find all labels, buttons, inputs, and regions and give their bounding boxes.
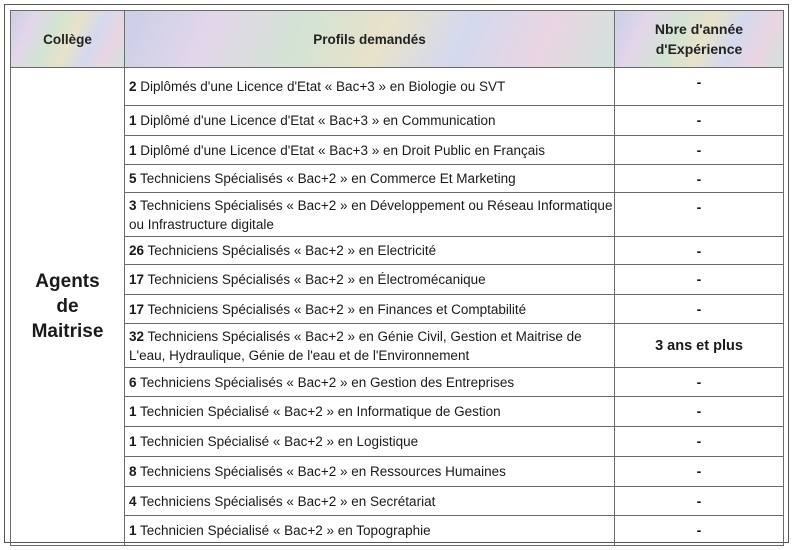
profil-cell — [125, 295, 615, 324]
profil-cell — [125, 136, 615, 165]
profil-text: Technicien Spécialisé « Bac+2 » en Informatique de Gestion — [140, 404, 501, 419]
table-row — [11, 237, 784, 265]
table-row — [11, 68, 784, 106]
profil-cell — [125, 457, 615, 487]
experience-cell: - — [615, 516, 784, 546]
experience-cell: - — [615, 136, 784, 165]
profil-text: Techniciens Spécialisés « Bac+2 » en Génie Civil, Gestion et Maitrise de L'eau, Hydraulique, Génie de l'eau et de l'Environnement — [129, 328, 582, 363]
college-line3: Maitrise — [31, 321, 104, 342]
table-row — [11, 457, 784, 487]
header-experience-line1: Nbre d'année — [654, 21, 744, 37]
experience-cell: - — [615, 427, 784, 457]
profil-text: Diplômés d'une Licence d'Etat « Bac+3 » en Biologie ou SVT — [140, 79, 506, 94]
header-row — [11, 11, 784, 68]
profil-cell — [125, 193, 615, 237]
profil-text: Technicien Spécialisé « Bac+2 » en Topographie — [140, 523, 431, 538]
profil-cell — [125, 397, 615, 427]
profil-cell — [125, 68, 615, 106]
profil-text: Technicien Spécialisé « Bac+2 » en Logistique — [140, 434, 419, 449]
profil-cell — [125, 265, 615, 295]
college-line1: Agents — [35, 271, 100, 292]
table-row — [11, 397, 784, 427]
profil-count: 32 — [129, 328, 145, 344]
experience-cell: - — [615, 68, 784, 106]
profil-cell — [125, 106, 615, 136]
profil-text: Techniciens Spécialisés « Bac+2 » en Secrétariat — [140, 493, 436, 509]
profil-count: 1 — [129, 404, 137, 419]
profil-cell — [125, 324, 615, 368]
profil-count: 6 — [129, 374, 137, 390]
experience-cell: - — [615, 295, 784, 324]
profil-text: Techniciens Spécialisés « Bac+2 » en Développement ou Réseau Informatique ou Infrastructure digitale — [129, 197, 613, 232]
profil-count: 1 — [129, 142, 137, 158]
profil-count: 1 — [129, 434, 137, 449]
profil-text: Diplômé d'une Licence d'Etat « Bac+3 » en Droit Public en Français — [140, 142, 546, 158]
profil-text: Techniciens Spécialisés « Bac+2 » en Gestion des Entreprises — [140, 374, 515, 390]
table-row — [11, 136, 784, 165]
header-experience-line2: d'Expérience — [655, 41, 743, 57]
experience-cell: - — [615, 457, 784, 487]
profil-count: 17 — [129, 301, 145, 317]
header-college: Collège — [11, 11, 125, 68]
profil-count: 4 — [129, 493, 137, 509]
profil-text: Diplômé d'une Licence d'Etat « Bac+3 » en Communication — [140, 113, 496, 128]
profil-text: Techniciens Spécialisés « Bac+2 » en Commerce Et Marketing — [140, 171, 516, 186]
profil-count: 5 — [129, 171, 137, 186]
table-row — [11, 516, 784, 546]
profil-cell — [125, 237, 615, 265]
table-row — [11, 427, 784, 457]
experience-cell: - — [615, 265, 784, 295]
experience-cell: - — [615, 193, 784, 237]
profil-count: 26 — [129, 243, 145, 258]
experience-cell: - — [615, 106, 784, 136]
profil-count: 1 — [129, 113, 137, 128]
profil-text: Techniciens Spécialisés « Bac+2 » en Électromécanique — [147, 272, 486, 287]
table-row — [11, 165, 784, 193]
table-row — [11, 106, 784, 136]
profil-count: 3 — [129, 197, 137, 213]
table-row — [11, 368, 784, 397]
profil-cell — [125, 516, 615, 546]
profil-cell — [125, 487, 615, 516]
profil-text: Techniciens Spécialisés « Bac+2 » en Finances et Comptabilité — [147, 301, 527, 317]
college-cell — [11, 68, 125, 546]
profil-text: Techniciens Spécialisés « Bac+2 » en Electricité — [147, 243, 437, 258]
profil-cell — [125, 427, 615, 457]
experience-cell: - — [615, 397, 784, 427]
recruitment-table — [10, 10, 784, 546]
table-body — [11, 68, 784, 546]
experience-cell: 3 ans et plus — [615, 324, 784, 368]
profil-cell — [125, 165, 615, 193]
experience-cell: - — [615, 237, 784, 265]
table-row — [11, 295, 784, 324]
experience-cell: - — [615, 368, 784, 397]
table-row — [11, 265, 784, 295]
profil-cell — [125, 368, 615, 397]
experience-cell: - — [615, 487, 784, 516]
table-row — [11, 324, 784, 368]
header-experience — [615, 11, 784, 68]
profil-count: 2 — [129, 79, 137, 94]
profil-count: 17 — [129, 272, 145, 287]
table-row — [11, 487, 784, 516]
college-line2: de — [56, 296, 79, 317]
profil-count: 1 — [129, 523, 137, 538]
profil-text: Techniciens Spécialisés « Bac+2 » en Ressources Humaines — [140, 464, 506, 479]
table-row — [11, 193, 784, 237]
profil-count: 8 — [129, 464, 137, 479]
experience-cell: - — [615, 165, 784, 193]
header-profils: Profils demandés — [125, 11, 615, 68]
